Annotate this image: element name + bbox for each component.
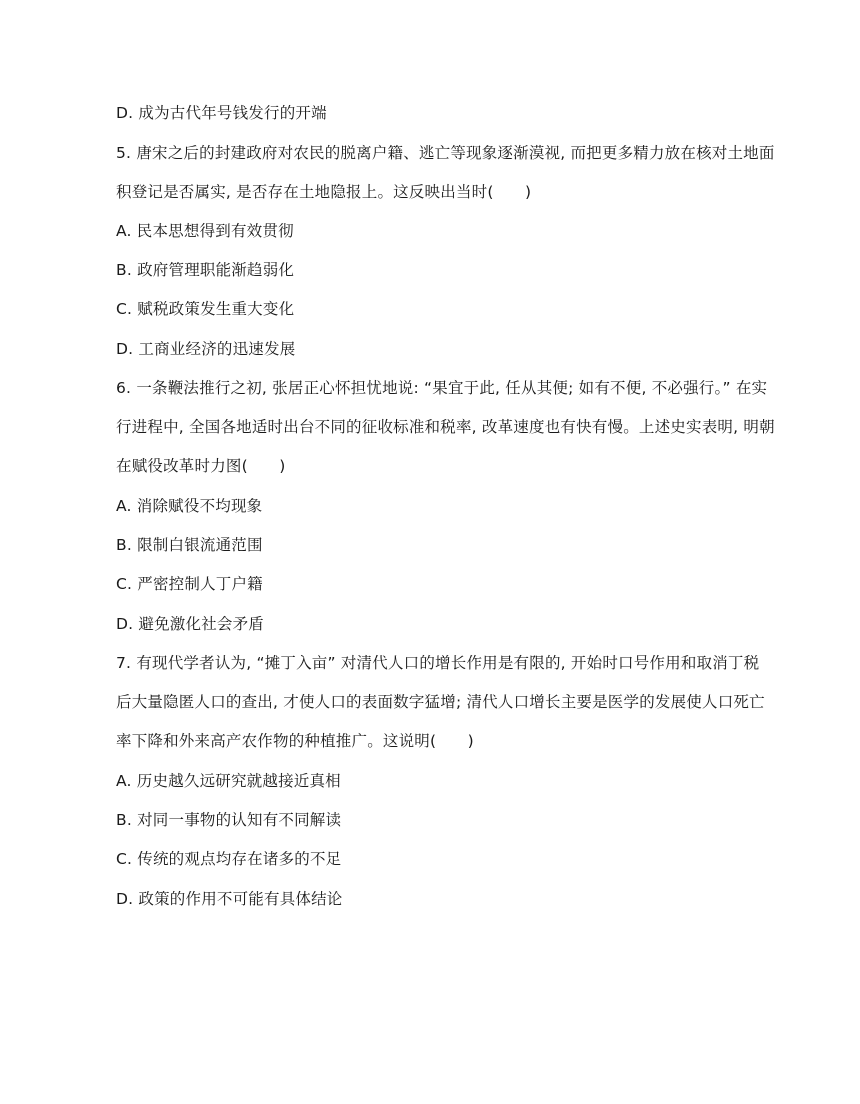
q7-stem-line-1: 7. 有现代学者认为, “摊丁入亩” 对清代人口的增长作用是有限的, 开始时口号作用和取消丁税 [116,654,760,672]
q6-stem-line-1: 6. 一条鞭法推行之初, 张居正心怀担忧地说: “果宜于此, 任从其便; 如有不便, 不必强行。” 在实 [116,379,768,397]
q4-option-d: D. 成为古代年号钱发行的开端 [116,104,327,122]
q6-option-c: C. 严密控制人丁户籍 [116,575,263,593]
q5-option-b: B. 政府管理职能渐趋弱化 [116,261,295,279]
q6-stem-line-2: 行进程中, 全国各地适时出台不同的征收标准和税率, 改革速度也有快有慢。上述史实表明, 明朝 [116,418,775,436]
q7-option-a: A. 历史越久远研究就越接近真相 [116,772,341,790]
q7-option-c: C. 传统的观点均存在诸多的不足 [116,850,342,868]
q6-option-d: D. 避免激化社会矛盾 [116,615,264,633]
q7-option-d: D. 政策的作用不可能有具体结论 [116,890,343,908]
q7-option-b: B. 对同一事物的认知有不同解读 [116,811,342,829]
q5-option-a: A. 民本思想得到有效贯彻 [116,222,294,240]
q5-stem-line-1: 5. 唐宋之后的封建政府对农民的脱离户籍、逃亡等现象逐渐漠视, 而把更多精力放在核对土地面 [116,144,775,162]
q5-option-d: D. 工商业经济的迅速发展 [116,340,296,358]
q5-option-c: C. 赋税政策发生重大变化 [116,300,295,318]
q7-stem-line-2: 后大量隐匿人口的查出, 才使人口的表面数字猛增; 清代人口增长主要是医学的发展使人口死亡 [116,693,765,711]
q6-option-b: B. 限制白银流通范围 [116,536,263,554]
q5-stem-line-2: 积登记是否属实, 是否存在土地隐报上。这反映出当时( ) [116,183,532,201]
q6-option-a: A. 消除赋役不均现象 [116,497,263,515]
q6-stem-line-3: 在赋役改革时力图( ) [116,457,286,475]
q7-stem-line-3: 率下降和外来高产农作物的种植推广。这说明( ) [116,732,474,750]
